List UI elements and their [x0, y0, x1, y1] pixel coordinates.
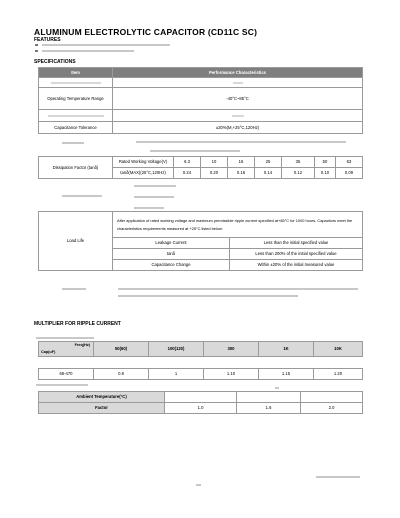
- col-item-header: Item: [39, 68, 113, 78]
- col-performance-header: Performance Characteristics: [113, 68, 363, 78]
- load-row-value: Less than 200% of the initial specified value: [230, 249, 363, 260]
- load-row-item: tanδ: [113, 249, 230, 260]
- temperature-factor-table: [38, 391, 363, 414]
- df-value-cell: 0.20: [201, 168, 228, 179]
- spacer-cell: [39, 357, 94, 369]
- ripple-cap-cell: 68-470: [39, 369, 94, 380]
- ripple-value-cell: 1.15: [259, 369, 314, 380]
- df-voltage-label: Rated Working Voltage(V): [113, 157, 174, 168]
- document-title: ALUMINUM ELECTROLYTIC CAPACITOR (CD11C SC): [34, 27, 258, 37]
- temp-cell: [301, 392, 363, 403]
- freq-header: 1K: [259, 342, 314, 357]
- faint-text: [118, 295, 298, 297]
- factor-cell: 1.0: [165, 403, 237, 414]
- specifications-heading: SPECIFICATIONS: [34, 59, 76, 65]
- df-voltage-cell: 25: [255, 157, 282, 168]
- load-life-label: Load Life: [39, 212, 113, 271]
- temp-cell: [165, 392, 237, 403]
- faint-text: [134, 196, 174, 198]
- factor-cell: 1.6: [237, 403, 301, 414]
- faint-text: [118, 288, 358, 290]
- faint-text: [36, 384, 88, 386]
- cap-label: Cap(uF): [41, 350, 56, 355]
- load-row-value: Within ±20% of the initial measured value: [230, 260, 363, 271]
- load-life-text: After application of rated working voltage and maximum permissible ripple current specified at+85°C for 1000 hours, Capacitors meet the characteristics requirements measured at +25°C listed below:: [113, 212, 363, 238]
- specifications-table: [38, 67, 363, 134]
- ambient-temp-label: Ambient Temperature(°C): [39, 392, 165, 403]
- cap-tol-label: Capacitance Tolerance: [39, 122, 113, 134]
- freq-header: 10K: [314, 342, 363, 357]
- faint-footer: [196, 484, 201, 486]
- faint-text: [134, 207, 164, 209]
- factor-label: Factor: [39, 403, 165, 414]
- spacer-cell: [259, 357, 314, 369]
- freq-cap-corner: [39, 342, 94, 357]
- faint-row: [39, 110, 113, 122]
- feature-line: [42, 44, 170, 46]
- spacer-cell: [314, 357, 363, 369]
- feature-line: [42, 50, 134, 52]
- faint-text: [62, 142, 84, 144]
- dissipation-factor-table: [38, 156, 363, 179]
- ripple-value-cell: 1: [149, 369, 204, 380]
- df-value-cell: 0.10: [315, 168, 336, 179]
- load-row-item: Capacitance Change: [113, 260, 230, 271]
- spacer-cell: [94, 357, 149, 369]
- faint-row: [113, 78, 363, 88]
- df-voltage-cell: 10: [201, 157, 228, 168]
- df-label: Dissipation Factor (tanδ): [39, 157, 113, 179]
- feature-bullet: [35, 50, 38, 52]
- faint-row: [39, 78, 113, 88]
- ripple-value-cell: 1.10: [204, 369, 259, 380]
- df-value-cell: 0.16: [228, 168, 255, 179]
- faint-text: [136, 141, 346, 143]
- features-heading: FEATURES: [34, 37, 61, 43]
- ripple-frequency-table: [38, 341, 363, 380]
- df-voltage-cell: 50: [315, 157, 336, 168]
- ripple-value-cell: 0.8: [94, 369, 149, 380]
- factor-cell: 2.0: [301, 403, 363, 414]
- load-row-value: Less than the initial specified value: [230, 238, 363, 249]
- temp-cell: [237, 392, 301, 403]
- spacer-cell: [204, 357, 259, 369]
- faint-row: [113, 110, 363, 122]
- freq-header: 50(60): [94, 342, 149, 357]
- faint-text: [150, 150, 240, 152]
- faint-text: [62, 195, 102, 197]
- df-value-cell: 0.24: [174, 168, 201, 179]
- faint-text: [36, 337, 94, 339]
- faint-text: [275, 387, 279, 389]
- op-temp-label: Operating Temperature Range: [39, 88, 113, 110]
- df-tan-label: tanδ(MAX)(25°C,120Hz): [113, 168, 174, 179]
- spacer-cell: [149, 357, 204, 369]
- freq-header: 300: [204, 342, 259, 357]
- freq-header: 100(120): [149, 342, 204, 357]
- faint-text: [134, 185, 176, 187]
- ripple-heading: MULTIPLIER FOR RIPPLE CURRENT: [34, 321, 121, 327]
- df-voltage-cell: 16: [228, 157, 255, 168]
- df-value-cell: 0.14: [255, 168, 282, 179]
- faint-text: [62, 288, 86, 290]
- op-temp-value: -40°C~85°C: [113, 88, 363, 110]
- cap-tol-value: ±20%(M,+25°C,120Hz): [113, 122, 363, 134]
- df-value-cell: 0.12: [282, 168, 315, 179]
- ripple-value-cell: 1.20: [314, 369, 363, 380]
- load-row-item: Leakage Current: [113, 238, 230, 249]
- freq-label: Freq(Hz): [74, 343, 90, 347]
- df-voltage-cell: 6.3: [174, 157, 201, 168]
- df-voltage-cell: 35: [282, 157, 315, 168]
- load-life-table: [38, 211, 363, 271]
- feature-bullet: [35, 44, 38, 46]
- df-voltage-cell: 63: [336, 157, 363, 168]
- df-value-cell: 0.09: [336, 168, 363, 179]
- faint-footer: [316, 476, 360, 478]
